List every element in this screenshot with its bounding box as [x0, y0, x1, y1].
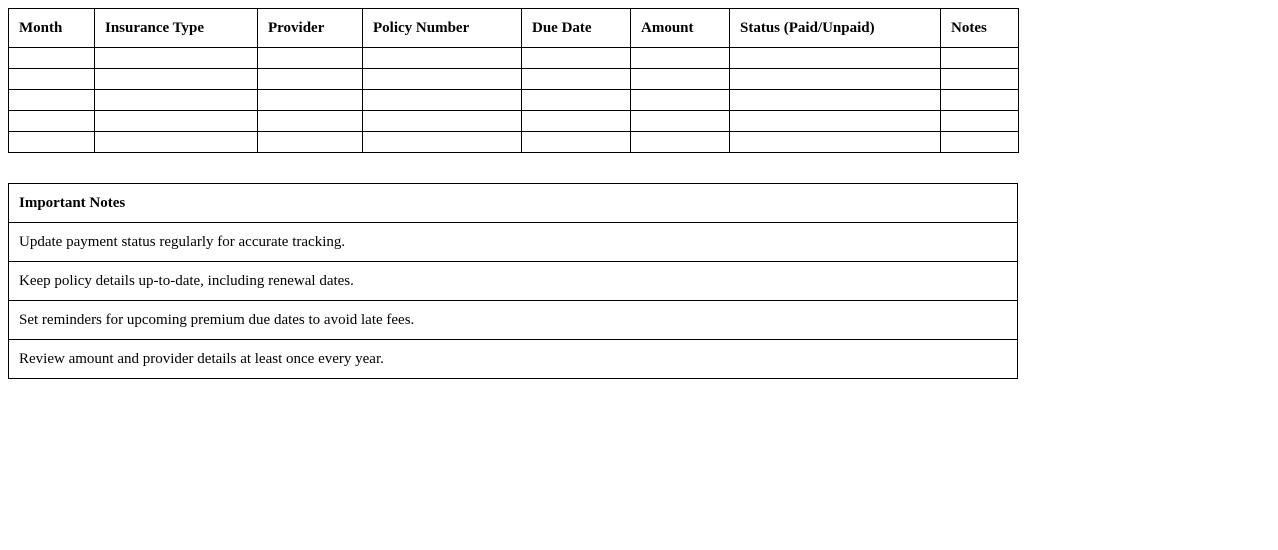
- table-cell: [522, 69, 631, 90]
- notes-title: Important Notes: [9, 184, 1018, 223]
- header-notes: Notes: [941, 9, 1019, 48]
- table-row: [9, 48, 1019, 69]
- header-insurance-type: Insurance Type: [95, 9, 258, 48]
- table-cell: [9, 48, 95, 69]
- table-cell: [9, 90, 95, 111]
- table-cell: [522, 48, 631, 69]
- table-cell: [730, 69, 941, 90]
- table-cell: [631, 48, 730, 69]
- document-page: [8, 8, 1018, 379]
- note-text: Update payment status regularly for accurate tracking.: [9, 223, 1018, 262]
- table-cell: [631, 90, 730, 111]
- table-cell: [9, 132, 95, 153]
- header-status: Status (Paid/Unpaid): [730, 9, 941, 48]
- table-cell: [363, 132, 522, 153]
- header-due-date: Due Date: [522, 9, 631, 48]
- list-item: [9, 301, 1018, 340]
- table-cell: [730, 111, 941, 132]
- table-cell: [363, 111, 522, 132]
- header-policy-number: Policy Number: [363, 9, 522, 48]
- table-cell: [95, 132, 258, 153]
- table-header-row: [9, 9, 1019, 48]
- table-cell: [9, 69, 95, 90]
- table-cell: [258, 90, 363, 111]
- table-cell: [95, 69, 258, 90]
- insurance-tracker-table: [8, 8, 1019, 153]
- table-cell: [730, 48, 941, 69]
- table-cell: [9, 111, 95, 132]
- table-cell: [941, 90, 1019, 111]
- table-cell: [522, 111, 631, 132]
- table-cell: [95, 90, 258, 111]
- table-row: [9, 90, 1019, 111]
- important-notes-table: [8, 183, 1018, 379]
- table-cell: [522, 132, 631, 153]
- table-cell: [363, 48, 522, 69]
- table-cell: [941, 69, 1019, 90]
- list-item: [9, 262, 1018, 301]
- note-text: Set reminders for upcoming premium due dates to avoid late fees.: [9, 301, 1018, 340]
- table-cell: [258, 132, 363, 153]
- note-text: Keep policy details up-to-date, including renewal dates.: [9, 262, 1018, 301]
- table-cell: [522, 90, 631, 111]
- table-row: [9, 132, 1019, 153]
- table-row: [9, 111, 1019, 132]
- table-cell: [631, 111, 730, 132]
- table-cell: [631, 132, 730, 153]
- notes-header-row: [9, 184, 1018, 223]
- list-item: [9, 223, 1018, 262]
- table-cell: [258, 111, 363, 132]
- table-cell: [95, 111, 258, 132]
- table-cell: [95, 48, 258, 69]
- header-month: Month: [9, 9, 95, 48]
- header-amount: Amount: [631, 9, 730, 48]
- header-provider: Provider: [258, 9, 363, 48]
- table-cell: [363, 69, 522, 90]
- list-item: [9, 340, 1018, 379]
- table-cell: [941, 48, 1019, 69]
- table-cell: [258, 48, 363, 69]
- note-text: Review amount and provider details at least once every year.: [9, 340, 1018, 379]
- table-cell: [631, 69, 730, 90]
- table-row: [9, 69, 1019, 90]
- table-cell: [363, 90, 522, 111]
- table-cell: [941, 111, 1019, 132]
- table-cell: [730, 90, 941, 111]
- table-cell: [941, 132, 1019, 153]
- table-cell: [730, 132, 941, 153]
- table-cell: [258, 69, 363, 90]
